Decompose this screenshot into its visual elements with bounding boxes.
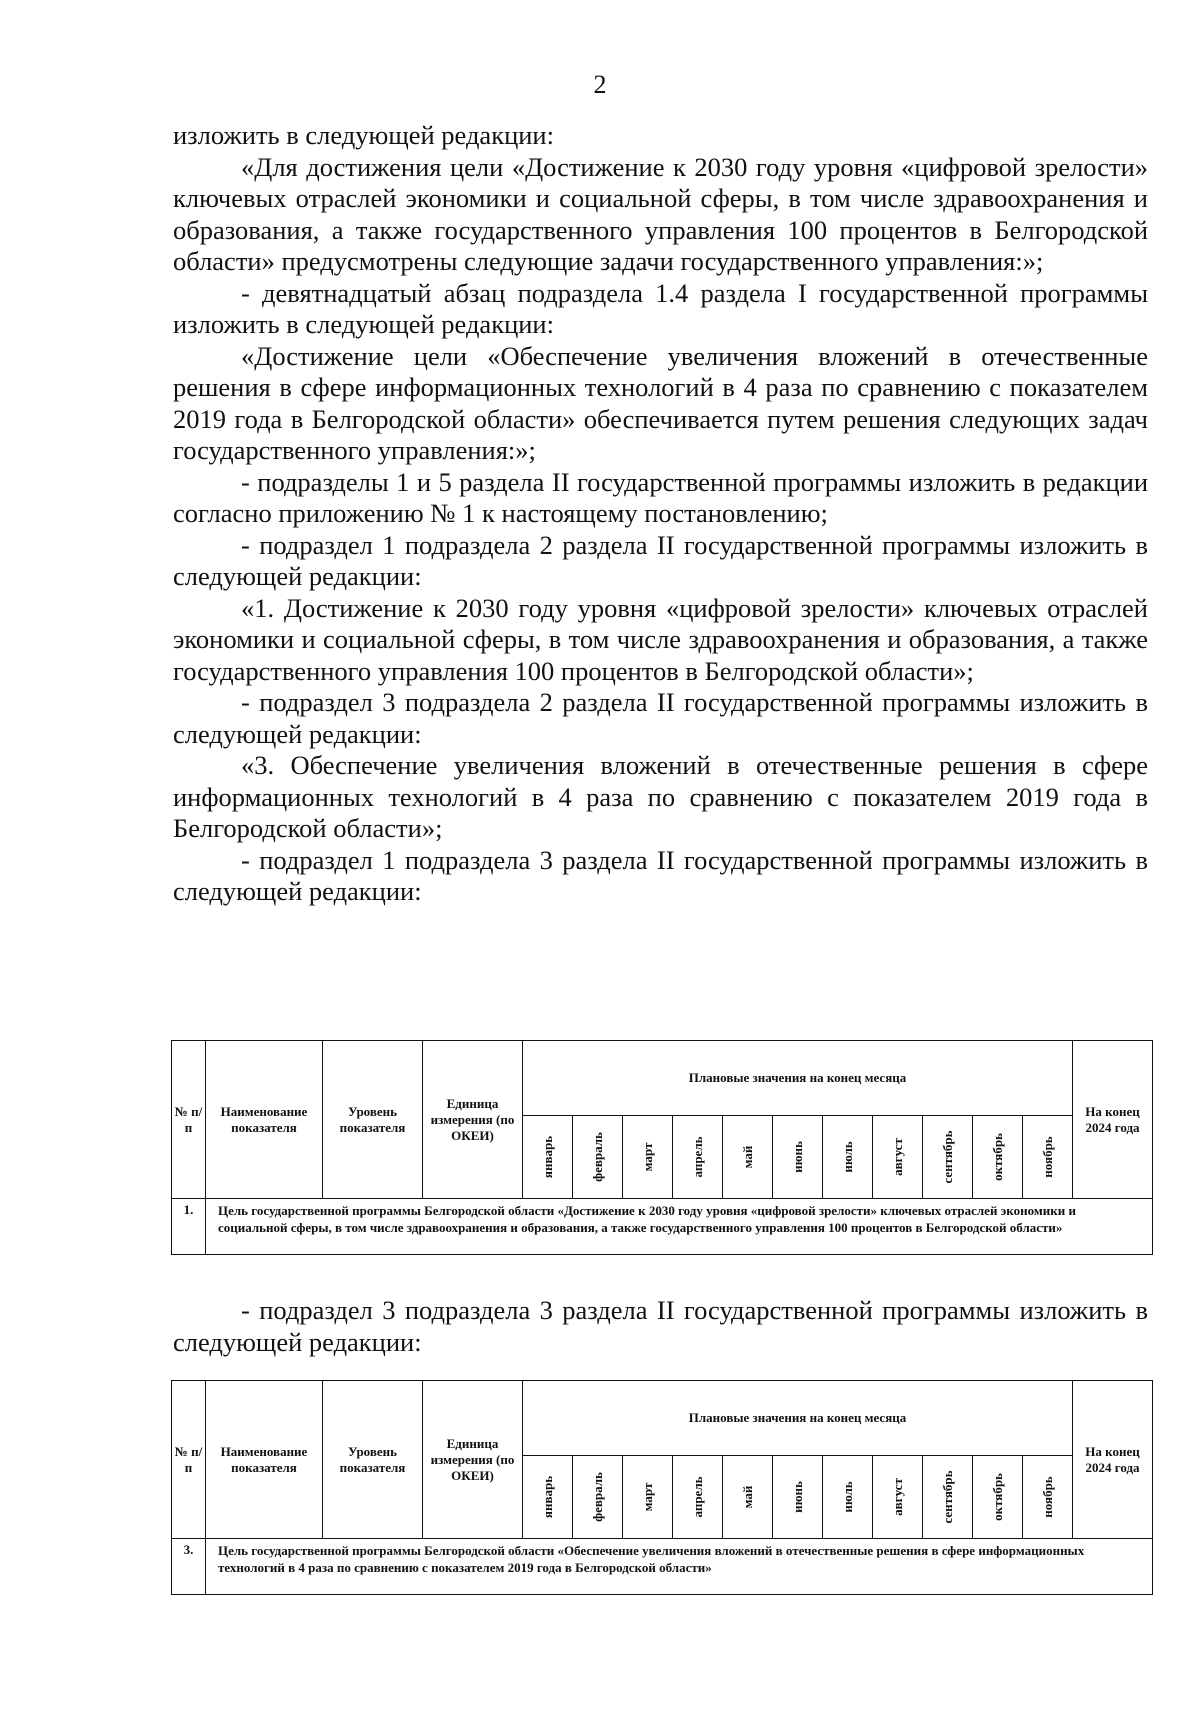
month-label: май xyxy=(739,1145,755,1169)
header-month xyxy=(973,1456,1023,1539)
header-month xyxy=(773,1116,823,1199)
header-month xyxy=(723,1116,773,1199)
header-month xyxy=(873,1456,923,1539)
month-label: октябрь xyxy=(989,1133,1005,1181)
goal-text: Цель государственной программы Белгородской области «Обеспечение увеличения вложений в отечественные решения в сфере информационных технологий в 4 раза по сравнению с показателем 2019 года в Белгородской области» xyxy=(206,1539,1153,1595)
paragraph: «1. Достижение к 2030 году уровня «цифровой зрелости» ключевых отраслей экономики и социальной сферы, в том числе здравоохранения и образования, а также государственного управления 100 процентов в Белгородской области»; xyxy=(173,592,1148,686)
month-label: октябрь xyxy=(989,1473,1005,1521)
month-label: апрель xyxy=(689,1476,705,1518)
header-month xyxy=(673,1116,723,1199)
header-planned: Плановые значения на конец месяца xyxy=(523,1041,1073,1116)
month-label: август xyxy=(889,1478,905,1516)
month-label: июль xyxy=(839,1141,855,1173)
header-month xyxy=(923,1116,973,1199)
month-label: сентябрь xyxy=(939,1470,955,1524)
paragraph: - девятнадцатый абзац подраздела 1.4 раздела I государственной программы изложить в следующей редакции: xyxy=(173,277,1148,339)
paragraph: - подразделы 1 и 5 раздела II государственной программы изложить в редакции согласно приложению № 1 к настоящему постановлению; xyxy=(173,466,1148,528)
page-number: 2 xyxy=(593,70,607,99)
header-month xyxy=(573,1456,623,1539)
header-num: № п/п xyxy=(172,1381,206,1539)
paragraph: - подраздел 1 подраздела 3 раздела II государственной программы изложить в следующей редакции: xyxy=(173,844,1148,906)
paragraph: «3. Обеспечение увеличения вложений в отечественные решения в сфере информационных технологий в 4 раза по сравнению с показателем 2019 года в Белгородской области»; xyxy=(173,750,1148,843)
header-name: Наименование показателя xyxy=(206,1381,323,1539)
month-label: июнь xyxy=(789,1481,805,1513)
header-unit: Единица измерения (по ОКЕИ) xyxy=(423,1041,523,1199)
month-label: август xyxy=(889,1138,905,1176)
header-month xyxy=(923,1456,973,1539)
month-label: ноябрь xyxy=(1039,1136,1055,1178)
header-planned: Плановые значения на конец месяца xyxy=(523,1381,1073,1456)
paragraph: изложить в следующей редакции: xyxy=(173,120,554,150)
header-month xyxy=(673,1456,723,1539)
header-end-year: На конец 2024 года xyxy=(1073,1041,1153,1199)
header-month xyxy=(823,1456,873,1539)
month-label: февраль xyxy=(589,1472,605,1522)
paragraph: - подраздел 1 подраздела 2 раздела II государственной программы изложить в следующей редакции: xyxy=(173,529,1148,591)
paragraph: - подраздел 3 подраздела 2 раздела II государственной программы изложить в следующей редакции: xyxy=(173,687,1148,749)
goal-text: Цель государственной программы Белгородской области «Достижение к 2030 году уровня «цифровой зрелости» ключевых отраслей экономики и социальной сферы, в том числе здравоохранения и образования, а также государственного управления 100 процентов в Белгородской области» xyxy=(206,1199,1153,1255)
header-month xyxy=(523,1456,573,1539)
header-name: Наименование показателя xyxy=(206,1041,323,1199)
month-label: февраль xyxy=(589,1132,605,1182)
month-label: сентябрь xyxy=(939,1130,955,1184)
month-label: март xyxy=(639,1142,655,1172)
month-label: май xyxy=(739,1485,755,1509)
indicator-table-1 xyxy=(171,1040,1153,1255)
paragraph: - подраздел 3 подраздела 3 раздела II государственной программы изложить в следующей редакции: xyxy=(173,1295,1148,1357)
header-month xyxy=(873,1116,923,1199)
header-num: № п/п xyxy=(172,1041,206,1199)
paragraph: «Достижение цели «Обеспечение увеличения вложений в отечественные решения в сфере информационных технологий в 4 раза по сравнению с показателем 2019 года в Белгородской области» обеспечивается путем решения следующих задач государственного управления:»; xyxy=(173,340,1148,465)
header-end-year: На конец 2024 года xyxy=(1073,1381,1153,1539)
header-month xyxy=(1023,1456,1073,1539)
header-month xyxy=(523,1116,573,1199)
row-number: 3. xyxy=(172,1539,206,1595)
header-month xyxy=(623,1116,673,1199)
month-label: ноябрь xyxy=(1039,1476,1055,1518)
month-label: март xyxy=(639,1482,655,1512)
header-level: Уровень показателя xyxy=(323,1041,423,1199)
month-label: апрель xyxy=(689,1136,705,1178)
header-month xyxy=(1023,1116,1073,1199)
header-month xyxy=(623,1456,673,1539)
header-month xyxy=(773,1456,823,1539)
month-label: январь xyxy=(539,1135,555,1179)
body-text-2 xyxy=(173,1295,1148,1358)
header-month xyxy=(823,1116,873,1199)
month-label: июнь xyxy=(789,1141,805,1173)
header-month xyxy=(973,1116,1023,1199)
month-label: июль xyxy=(839,1481,855,1513)
month-label: январь xyxy=(539,1475,555,1519)
indicator-table-2 xyxy=(171,1380,1153,1595)
header-month xyxy=(723,1456,773,1539)
header-level: Уровень показателя xyxy=(323,1381,423,1539)
row-number: 1. xyxy=(172,1199,206,1255)
body-text xyxy=(173,120,1148,908)
paragraph: «Для достижения цели «Достижение к 2030 году уровня «цифровой зрелости» ключевых отраслей экономики и социальной сферы, в том числе здравоохранения и образования, а также государственного управления 100 процентов в Белгородской области» предусмотрены следующие задачи государственного управления:»; xyxy=(173,151,1148,276)
header-month xyxy=(573,1116,623,1199)
header-unit: Единица измерения (по ОКЕИ) xyxy=(423,1381,523,1539)
